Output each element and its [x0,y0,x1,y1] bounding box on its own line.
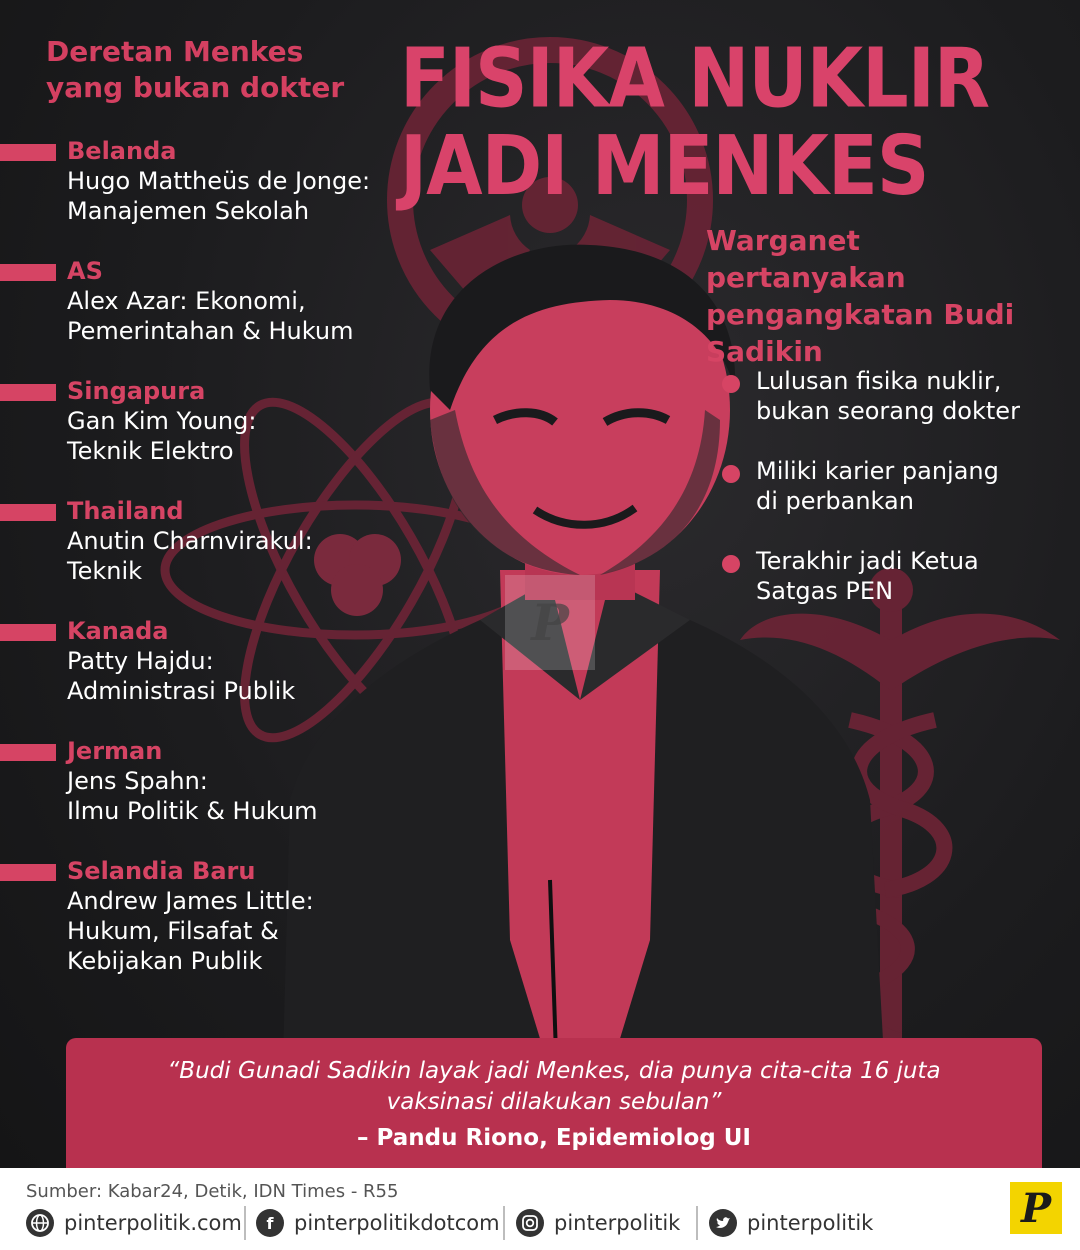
quote-box [66,1038,1042,1168]
svg-text:P: P [531,593,569,652]
country-desc [67,886,314,976]
bullet-dot [722,555,740,573]
country-name: Kanada [67,617,169,645]
pinterpolitik-logo [1010,1182,1062,1234]
social-twitter[interactable] [709,1208,873,1238]
desc-line: Gan Kim Young: [67,407,257,435]
country-marker [0,144,56,161]
bullet-dot [722,465,740,483]
country-marker [0,264,56,281]
desc-line: Hukum, Filsafat & [67,917,279,945]
title-line-1: FISIKA NUKLIR [400,31,990,127]
desc-line: Ilmu Politik & Hukum [67,797,318,825]
quote-author: – Pandu Riono, Epidemiolog UI [357,1125,751,1151]
desc-line: Anutin Charnvirakul: [67,527,313,555]
left-heading: Deretan Menkes yang bukan dokter [46,35,345,104]
desc-line: Administrasi Publik [67,677,296,705]
facebook-icon: f [256,1209,284,1237]
country-name: Jerman [67,737,163,765]
desc-line: Teknik Elektro [67,437,234,465]
twitter-icon [709,1209,737,1237]
point-line: Terakhir jadi Ketua [756,547,979,575]
country-desc [67,166,370,226]
quote-line: vaksinasi dilakukan sebulan” [386,1089,722,1115]
point-line: Satgas PEN [756,577,894,605]
country-name: Selandia Baru [67,857,256,885]
logo-letter: P [1020,1184,1052,1232]
desc-line: Jens Spahn: [67,767,208,795]
country-name: Belanda [67,137,177,165]
country-desc [67,406,256,466]
point-line: Lulusan fisika nuklir, [756,367,1002,395]
desc-line: Pemerintahan & Hukum [67,317,354,345]
social-instagram[interactable] [516,1208,680,1238]
country-desc [67,646,295,706]
source-text: Sumber: Kabar24, Detik, IDN Times - R55 [26,1181,399,1202]
country-marker [0,504,56,521]
divider [244,1206,246,1240]
social-label: pinterpolitik [554,1211,681,1235]
social-website[interactable] [26,1208,242,1238]
desc-line: Patty Hajdu: [67,647,214,675]
point-line: bukan seorang dokter [756,397,1020,425]
globe-icon [26,1209,54,1237]
desc-line: Andrew James Little: [67,887,314,915]
point-line: Miliki karier panjang [756,457,999,485]
social-facebook[interactable] [256,1208,500,1238]
country-name: Thailand [67,497,184,525]
country-desc [67,766,318,826]
quote-text [66,1056,1042,1118]
country-marker [0,864,56,881]
quote-line: “Budi Gunadi Sadikin layak jadi Menkes, dia punya cita-cita 16 juta [167,1058,941,1084]
desc-line: Manajemen Sekolah [67,197,310,225]
point-text [756,366,1020,426]
country-marker [0,744,56,761]
desc-line: Alex Azar: Ekonomi, [67,287,306,315]
sub-heading: Warganet pertanyakan pengangkatan Budi Sadikin [706,224,1015,368]
main-title [400,31,1070,215]
desc-line: Kebijakan Publik [67,947,263,975]
country-marker [0,624,56,641]
bullet-dot [722,375,740,393]
social-label: pinterpolitik.com [64,1211,242,1235]
divider [503,1206,505,1240]
instagram-icon [516,1209,544,1237]
country-marker [0,384,56,401]
title-line-2: JADI MENKES [400,118,929,215]
footer [0,1168,1080,1250]
point-text [756,546,979,606]
desc-line: Teknik [67,557,143,585]
country-name: Singapura [67,377,206,405]
country-desc [67,526,313,586]
country-name: AS [67,257,103,285]
point-text [756,456,999,516]
social-label: pinterpolitikdotcom [294,1211,500,1235]
desc-line: Hugo Mattheüs de Jonge: [67,167,371,195]
divider [696,1206,698,1240]
social-label: pinterpolitik [747,1211,874,1235]
country-desc [67,286,354,346]
point-line: di perbankan [756,487,914,515]
